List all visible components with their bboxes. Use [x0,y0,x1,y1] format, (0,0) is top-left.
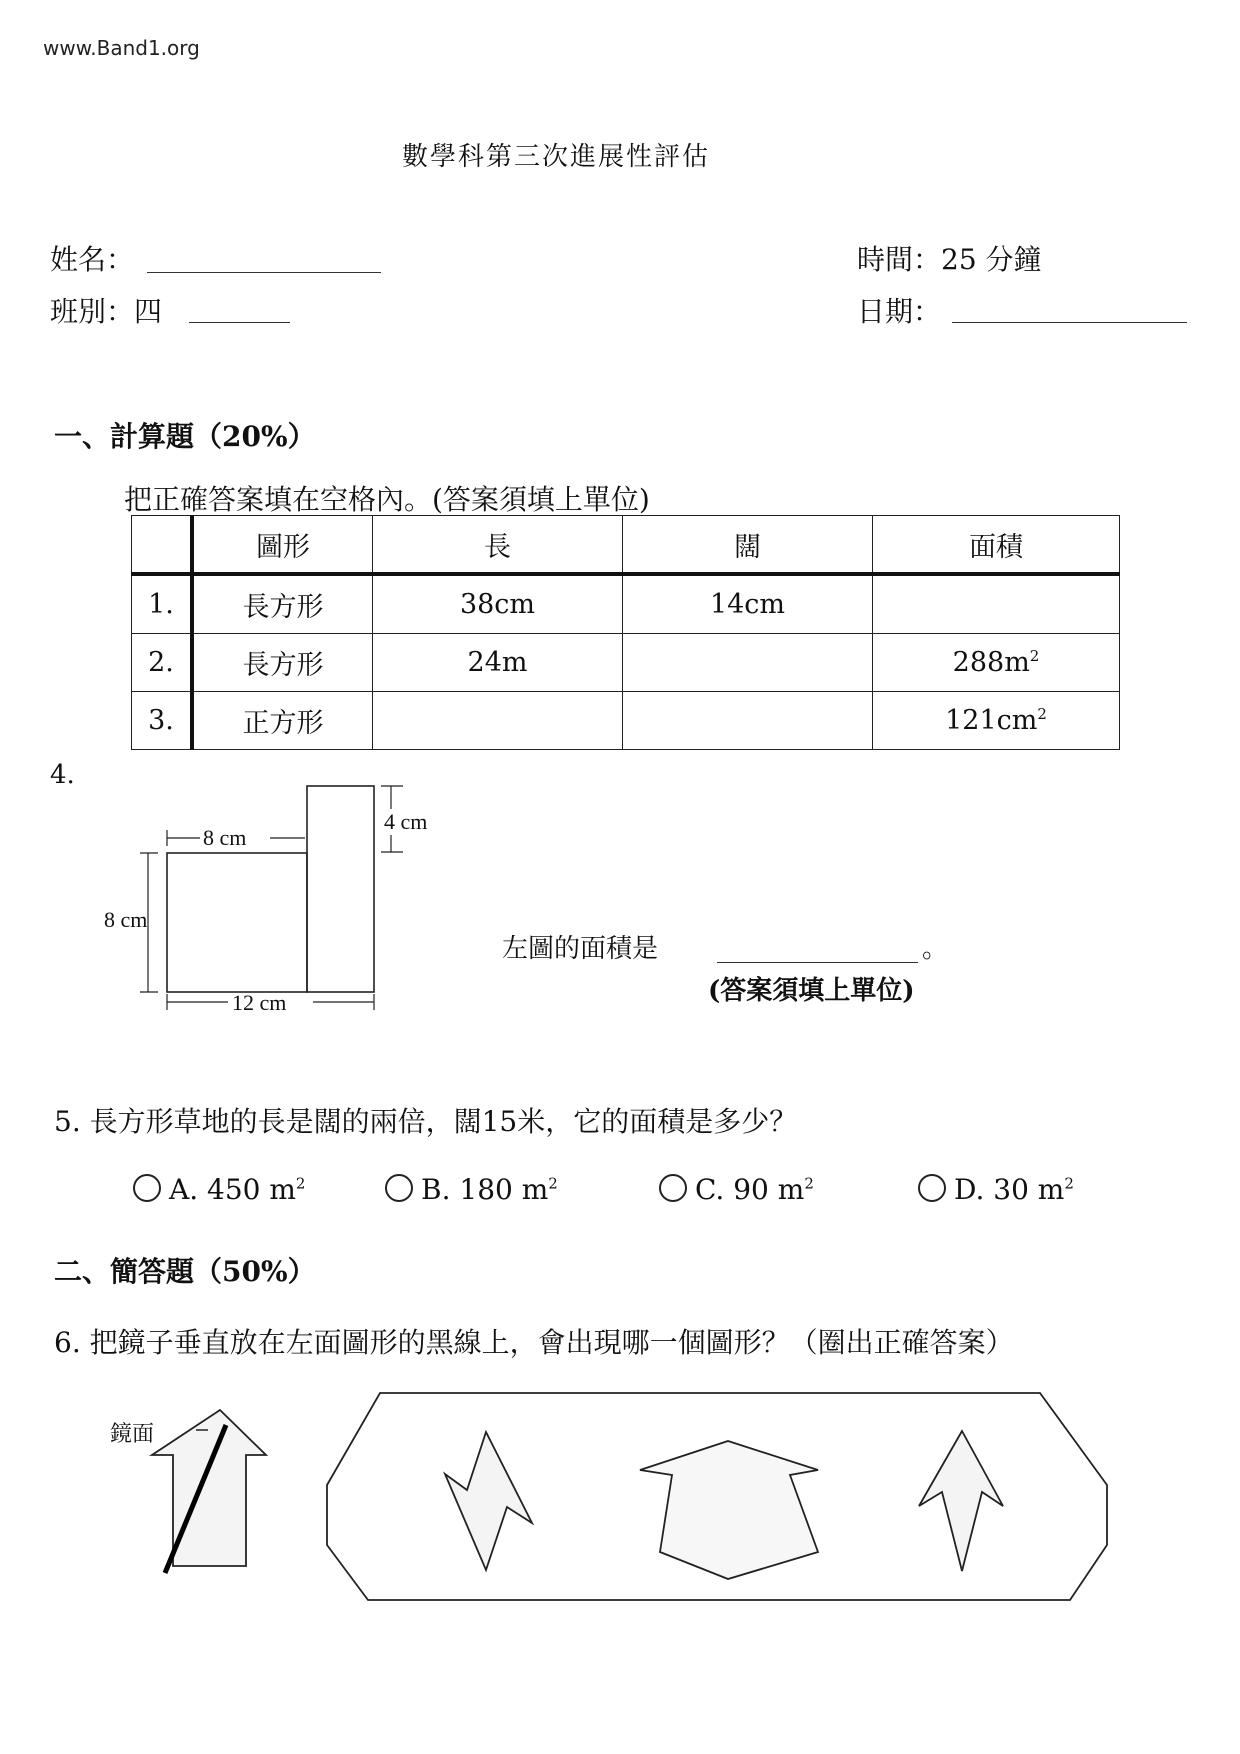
dim-bottom-label: 12 cm [232,990,287,1015]
choice-double-arrow-shape [919,1431,1003,1571]
q5-option-b[interactable] [385,1173,558,1206]
section1-instruction: 把正確答案填在空格內。(答案須填上單位) [124,483,650,516]
row-num: 3. [132,692,193,750]
row-shape: 長方形 [192,634,373,692]
header-width: 闊 [623,516,873,575]
header-shape: 圖形 [192,516,373,575]
mirror-label: 鏡面 [110,1422,155,1447]
q4-end-mark: 。 [922,934,949,964]
q4-composite-rectangle-figure [140,786,403,1010]
row-length: 24m [373,634,623,692]
radio-circle-icon[interactable] [659,1174,687,1202]
radio-circle-icon[interactable] [385,1174,413,1202]
option-exponent: 2 [1064,1174,1074,1193]
row-num: 1. [132,574,193,634]
header-area: 面積 [873,516,1120,575]
row-shape: 長方形 [192,574,373,634]
q5-option-a[interactable] [133,1173,305,1206]
watermark-url: www.Band1.org [43,36,200,60]
date-label: 日期： [857,295,942,328]
row-width: 14cm [623,574,873,634]
row-shape: 正方形 [192,692,373,750]
q4-number: 4. [50,760,75,790]
area-exponent: 2 [1037,705,1047,724]
option-label: C. 90 m [695,1173,805,1206]
q4-prompt: 左圖的面積是 [502,934,659,964]
area-exponent: 2 [1029,647,1040,666]
section1-heading: 一、計算題（20%） [54,420,316,453]
choice-zigzag-arrow-shape [445,1432,532,1570]
option-exponent: 2 [548,1174,558,1193]
header-length: 長 [373,516,623,575]
row-length: 38cm [373,574,623,634]
radio-circle-icon[interactable] [918,1174,946,1202]
option-exponent: 2 [295,1174,306,1193]
section2-heading: 二、簡答題（50%） [54,1255,316,1288]
row-num: 2. [132,634,193,692]
area-value: 121cm [945,705,1038,737]
time-label: 時間：25 分鐘 [857,243,1042,276]
q4-answer-field[interactable] [717,962,918,963]
option-label: A. 450 m [169,1173,296,1206]
q5-option-d[interactable] [918,1173,1074,1206]
dimension-lines [140,786,403,1010]
option-label: D. 30 m [954,1173,1065,1206]
q5-option-c[interactable] [659,1173,814,1206]
page-title: 數學科第三次進展性評估 [401,142,710,172]
tall-rectangle-shape [307,786,374,992]
square-shape [167,853,307,992]
class-label: 班別：四 [50,295,163,328]
dim-top-label: 8 cm [203,825,247,850]
option-exponent: 2 [804,1174,814,1193]
radio-circle-icon[interactable] [133,1174,161,1202]
q5-question: 5. 長方形草地的長是闊的兩倍，闊15米，它的面積是多少？ [54,1105,798,1138]
dim-left-label: 8 cm [104,907,148,932]
option-label: B. 180 m [421,1173,549,1206]
q6-question: 6. 把鏡子垂直放在左面圖形的黑線上，會出現哪一個圖形？（圈出正確答案） [54,1326,1014,1359]
choice-hexagon-house-shape [640,1441,818,1579]
name-label: 姓名： [50,243,135,276]
area-value: 288m [952,647,1030,679]
q6-mirror-figure [152,1393,1107,1600]
house-arrow-shape [152,1410,266,1566]
dim-right-label: 4 cm [384,809,428,834]
q4-unit-note: (答案須填上單位) [708,976,915,1006]
